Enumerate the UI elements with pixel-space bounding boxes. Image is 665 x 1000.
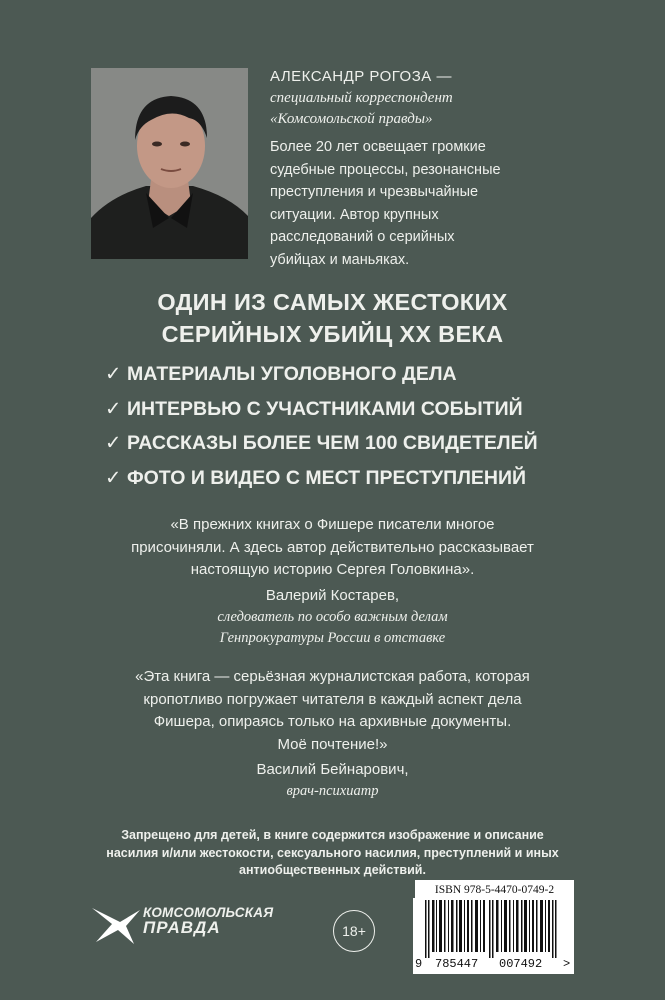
barcode-digits bbox=[413, 957, 574, 973]
publisher-name-line2: ПРАВДА bbox=[143, 918, 221, 937]
feature-checklist bbox=[105, 357, 575, 495]
quote-line: «В прежних книгах о Фишере писатели многое bbox=[170, 516, 495, 533]
checkmark-icon: ✓ bbox=[105, 363, 122, 385]
warning-line: Запрещено для детей, в книге содержится изображение и описание bbox=[121, 828, 544, 842]
bio-line: Более 20 лет освещает громкие bbox=[270, 139, 486, 155]
checklist-item bbox=[105, 426, 575, 461]
barcode-bars bbox=[413, 900, 574, 960]
checklist-item-label: ФОТО И ВИДЕО С МЕСТ ПРЕСТУПЛЕНИЙ bbox=[127, 466, 526, 489]
headline bbox=[0, 286, 665, 350]
headline-line1: ОДИН ИЗ САМЫХ ЖЕСТОКИХ bbox=[157, 289, 508, 315]
barcode-group1: 785447 bbox=[435, 957, 479, 971]
quote-author-role-line2: Генпрокуратуры России в отставке bbox=[219, 629, 446, 646]
author-bio bbox=[270, 136, 600, 271]
quote-line: Моё почтение!» bbox=[277, 735, 388, 753]
headline-line2: СЕРИЙНЫХ УБИЙЦ XX ВЕКА bbox=[161, 321, 504, 347]
quote-line: присочиняли. А здесь автор действительно рассказывает bbox=[131, 538, 534, 556]
barcode-end-mark: > bbox=[563, 957, 571, 971]
quote-author-name: Валерий Костарев, bbox=[265, 586, 400, 604]
quote-author-name: Василий Бейнарович, bbox=[256, 761, 409, 778]
checklist-item-label: РАССКАЗЫ БОЛЕЕ ЧЕМ 100 СВИДЕТЕЛЕЙ bbox=[127, 432, 538, 454]
age-rating-badge bbox=[333, 910, 375, 952]
checklist-item bbox=[105, 461, 575, 496]
checkmark-icon: ✓ bbox=[105, 432, 122, 454]
checkmark-icon: ✓ bbox=[105, 466, 122, 489]
author-info bbox=[270, 66, 600, 271]
bio-line: ситуации. Автор крупных bbox=[270, 206, 439, 223]
quote-line: кропотливо погружает читателя в каждый аспект дела bbox=[143, 690, 522, 708]
publisher-name-line1: КОМСОМОЛЬСКАЯ bbox=[143, 905, 274, 920]
author-photo bbox=[91, 68, 248, 259]
quote-text bbox=[0, 514, 665, 582]
quote-author-role: врач-психиатр bbox=[286, 783, 379, 799]
bio-line: убийцах и маньяках. bbox=[270, 251, 410, 268]
bio-line: судебные процессы, резонансные bbox=[270, 161, 501, 178]
warning-line: насилия и/или жестокости, сексуального насилия, преступлений и иных bbox=[106, 845, 559, 860]
warning-line: антиобщественных действий. bbox=[239, 863, 426, 877]
author-role-line1: специальный корреспондент bbox=[270, 90, 453, 106]
quote-beinarovich bbox=[0, 666, 665, 802]
checklist-item-label: ИНТЕРВЬЮ С УЧАСТНИКАМИ СОБЫТИЙ bbox=[127, 397, 523, 420]
author-role-line2: «Комсомольской правды» bbox=[270, 111, 433, 127]
swallow-logo-icon bbox=[90, 902, 142, 946]
bio-line: расследований о серийных bbox=[270, 229, 455, 245]
checkmark-icon: ✓ bbox=[105, 397, 122, 420]
bio-line: преступления и чрезвычайные bbox=[270, 184, 479, 200]
quote-line: настоящую историю Сергея Головкина». bbox=[190, 561, 475, 578]
barcode-group2: 007492 bbox=[499, 957, 543, 971]
checklist-item bbox=[105, 392, 575, 427]
author-name: АЛЕКСАНДР РОГОЗА — bbox=[270, 68, 452, 85]
author-portrait bbox=[91, 68, 248, 259]
quote-line: «Эта книга — серьёзная журналистская работа, которая bbox=[135, 668, 530, 685]
checklist-item-label: МАТЕРИАЛЫ УГОЛОВНОГО ДЕЛА bbox=[127, 363, 457, 385]
checklist-item bbox=[105, 357, 575, 392]
quote-line: Фишера, опираясь только на архивные документы. bbox=[153, 713, 512, 730]
publisher-logo bbox=[143, 905, 273, 935]
age-rating-label: 18+ bbox=[342, 923, 366, 939]
barcode-first-digit: 9 bbox=[415, 957, 423, 971]
isbn-label: ISBN 978-5-4470-0749-2 bbox=[415, 880, 574, 900]
quote-kostarev bbox=[0, 514, 665, 649]
content-warning bbox=[60, 827, 605, 880]
quote-text bbox=[0, 666, 665, 756]
quote-author-role-line1: следователь по особо важным делам bbox=[217, 608, 448, 625]
